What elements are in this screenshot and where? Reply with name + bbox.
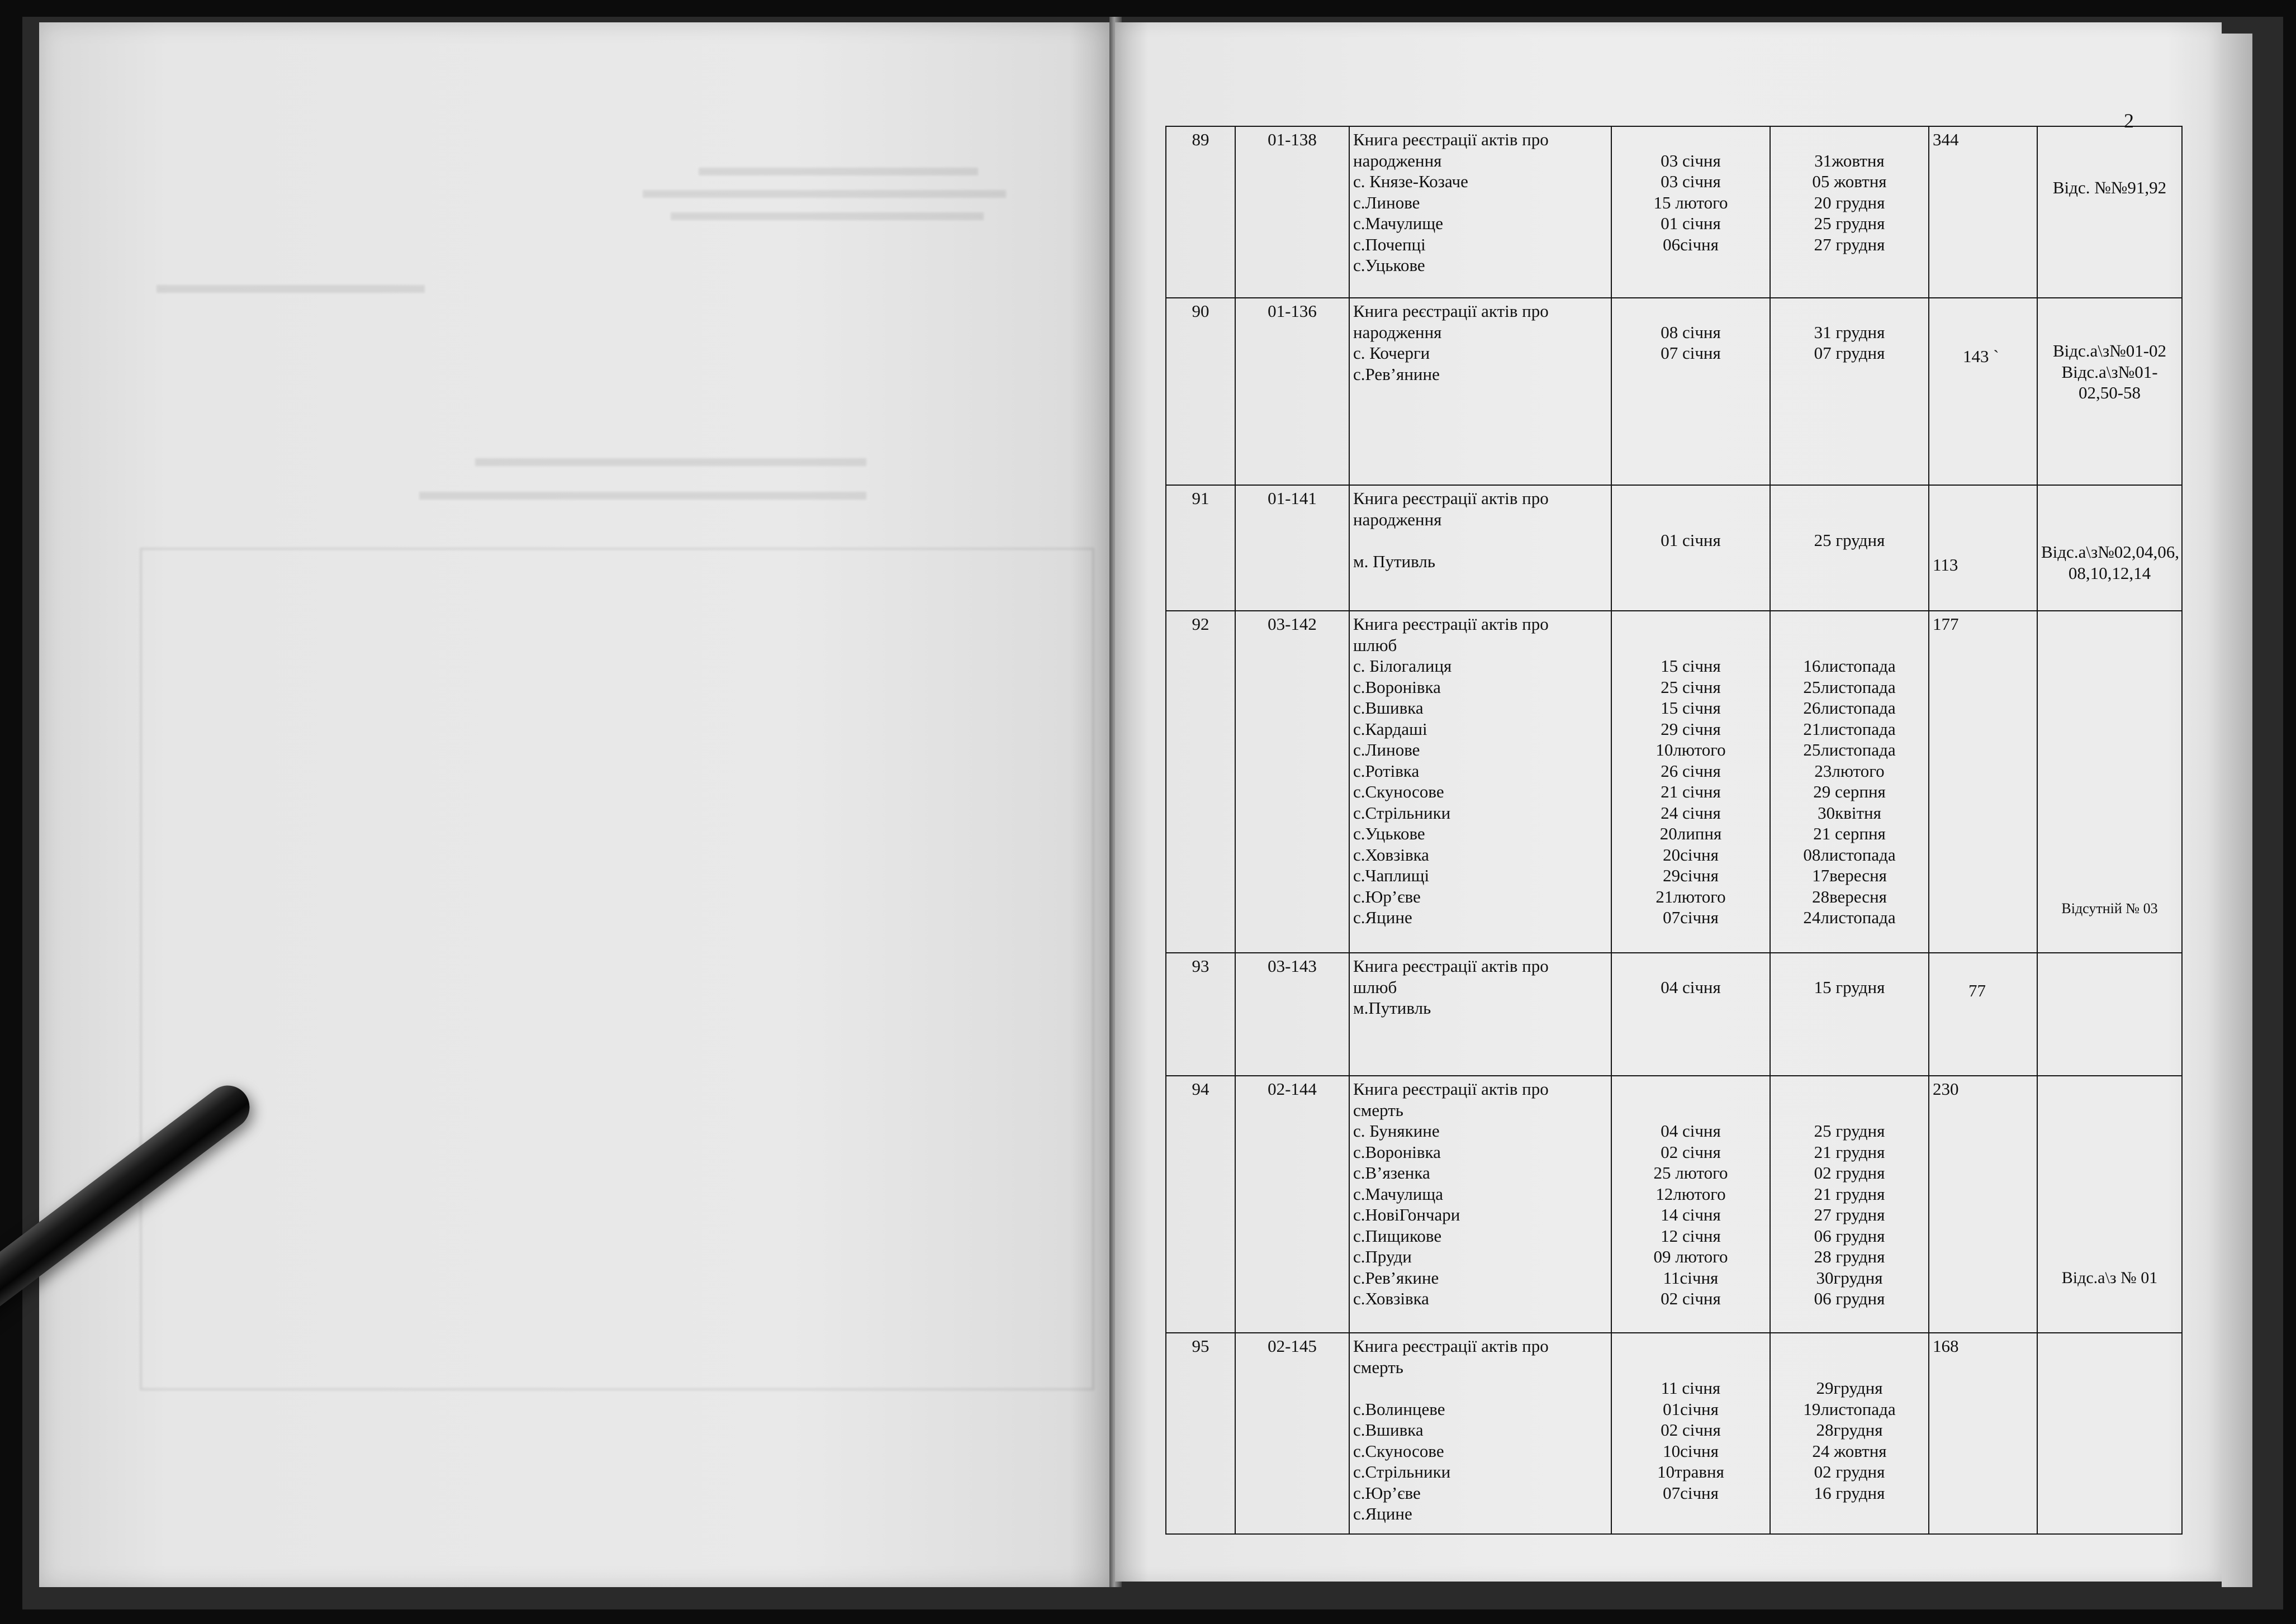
title-line: Книга реєстрації актів про bbox=[1353, 1079, 1549, 1099]
start-date: 29 січня bbox=[1661, 719, 1721, 739]
end-date: 06 грудня bbox=[1814, 1289, 1885, 1308]
place-name: с.Кардаші bbox=[1353, 719, 1427, 739]
fund-code: 01-136 bbox=[1235, 298, 1349, 485]
place-name: с. Білогалиця bbox=[1353, 656, 1452, 676]
place-name: с.Скуносове bbox=[1353, 782, 1444, 801]
place-name: м. Путивль bbox=[1353, 551, 1435, 571]
end-date: 15 грудня bbox=[1814, 977, 1885, 997]
start-dates bbox=[1611, 1076, 1770, 1333]
start-date: 03 січня bbox=[1661, 150, 1721, 170]
row-number: 94 bbox=[1166, 1076, 1235, 1333]
start-date: 15 січня bbox=[1661, 656, 1721, 676]
title-line: шлюб bbox=[1353, 977, 1397, 997]
start-date: 10травня bbox=[1657, 1462, 1724, 1481]
start-date: 02 січня bbox=[1661, 1289, 1721, 1308]
start-date: 07 січня bbox=[1661, 343, 1721, 363]
start-date: 29січня bbox=[1663, 866, 1719, 885]
start-date: 12лютого bbox=[1655, 1184, 1726, 1204]
place-name: с.НовіГончари bbox=[1353, 1205, 1460, 1224]
end-date: 16 грудня bbox=[1814, 1483, 1885, 1503]
table-row bbox=[1166, 1333, 2182, 1534]
start-date: 26 січня bbox=[1661, 761, 1721, 781]
start-dates bbox=[1611, 126, 1770, 298]
end-date: 30квітня bbox=[1818, 802, 1881, 823]
end-date: 05 жовтня bbox=[1812, 172, 1887, 191]
start-date: 06січня bbox=[1663, 234, 1719, 254]
start-date: 21лютого bbox=[1655, 886, 1726, 906]
place-name: с. Кочерги bbox=[1353, 343, 1430, 363]
place-name: с.Юр’єве bbox=[1353, 886, 1421, 906]
page-count: 344 bbox=[1929, 126, 2037, 298]
start-date: 15 лютого bbox=[1653, 192, 1728, 212]
book-title bbox=[1349, 1076, 1611, 1333]
bleed-through bbox=[140, 156, 1090, 1442]
end-date: 31 грудня bbox=[1814, 322, 1885, 342]
place-name: с.Волинцеве bbox=[1353, 1399, 1445, 1419]
left-page bbox=[39, 22, 1112, 1587]
note: Відс.а\з№01-02 Відс.а\з№01-02,50-58 bbox=[2037, 298, 2182, 485]
place-name: с. Князе-Козаче bbox=[1353, 172, 1468, 191]
page-count: 177 bbox=[1929, 611, 2037, 953]
end-date: 06 грудня bbox=[1814, 1226, 1885, 1246]
row-number: 93 bbox=[1166, 953, 1235, 1076]
place-name: с.Мачулище bbox=[1353, 213, 1444, 233]
place-name: с.Ховзівка bbox=[1353, 1289, 1429, 1308]
fund-code: 01-141 bbox=[1235, 485, 1349, 611]
title-line: шлюб bbox=[1353, 635, 1397, 655]
table-row bbox=[1166, 298, 2182, 485]
start-dates bbox=[1611, 485, 1770, 611]
end-date: 07 грудня bbox=[1814, 343, 1885, 363]
book-title bbox=[1349, 611, 1611, 953]
title-line: Книга реєстрації актів про bbox=[1353, 130, 1549, 149]
start-date: 04 січня bbox=[1661, 1121, 1721, 1141]
end-date: 19листопада bbox=[1803, 1399, 1896, 1419]
title-line: Книга реєстрації актів про bbox=[1353, 488, 1549, 508]
start-date: 07січня bbox=[1663, 1483, 1719, 1503]
title-line: смерть bbox=[1353, 1357, 1403, 1377]
start-date: 20липня bbox=[1659, 824, 1722, 843]
end-date: 27 грудня bbox=[1814, 234, 1885, 254]
table-row bbox=[1166, 1076, 2182, 1333]
place-name: с.Рев’янине bbox=[1353, 364, 1440, 384]
place-name: с.Ховзівка bbox=[1353, 844, 1429, 865]
table-row bbox=[1166, 485, 2182, 611]
end-dates bbox=[1770, 485, 1929, 611]
place-name: с.В’язенка bbox=[1353, 1163, 1430, 1183]
row-number: 90 bbox=[1166, 298, 1235, 485]
place-name: с.Воронівка bbox=[1353, 677, 1441, 697]
start-date: 01 січня bbox=[1661, 530, 1721, 550]
place-name: с.Рев’якине bbox=[1353, 1267, 1439, 1288]
place-name: с.Вшивка bbox=[1353, 1420, 1424, 1440]
end-date: 30грудня bbox=[1816, 1267, 1883, 1288]
book-title bbox=[1349, 953, 1611, 1076]
book-title bbox=[1349, 126, 1611, 298]
title-line: Книга реєстрації актів про bbox=[1353, 614, 1549, 634]
page-count: 143 ` bbox=[1929, 298, 2037, 485]
title-line: смерть bbox=[1353, 1100, 1403, 1120]
start-date: 02 січня bbox=[1661, 1142, 1721, 1162]
start-date: 07січня bbox=[1663, 908, 1719, 927]
cover-edge bbox=[2222, 34, 2252, 1587]
end-date: 29грудня bbox=[1816, 1378, 1883, 1398]
end-date: 21листопада bbox=[1803, 719, 1896, 739]
title-line: Книга реєстрації актів про bbox=[1353, 301, 1549, 321]
end-dates bbox=[1770, 298, 1929, 485]
title-line: народження bbox=[1353, 509, 1442, 529]
place-name: с.Яцине bbox=[1353, 908, 1412, 927]
start-date: 11січня bbox=[1663, 1267, 1719, 1288]
title-line: Книга реєстрації актів про bbox=[1353, 1336, 1549, 1356]
start-date: 14 січня bbox=[1661, 1205, 1721, 1224]
place-name: с.Линове bbox=[1353, 740, 1420, 759]
fund-code: 01-138 bbox=[1235, 126, 1349, 298]
place-name: с. Бунякине bbox=[1353, 1121, 1440, 1141]
end-date: 27 грудня bbox=[1814, 1205, 1885, 1224]
start-date: 24 січня bbox=[1661, 802, 1721, 823]
end-date: 28грудня bbox=[1816, 1420, 1883, 1440]
start-dates bbox=[1611, 953, 1770, 1076]
end-date: 25 грудня bbox=[1814, 213, 1885, 233]
place-name: с.Пищикове bbox=[1353, 1226, 1442, 1246]
register-table bbox=[1165, 126, 2183, 1535]
start-date: 25 лютого bbox=[1653, 1163, 1728, 1183]
end-date: 28 грудня bbox=[1814, 1247, 1885, 1266]
table-row bbox=[1166, 611, 2182, 953]
place-name: с.Вшивка bbox=[1353, 698, 1424, 718]
end-date: 21 серпня bbox=[1813, 824, 1886, 843]
end-date: 08листопада bbox=[1803, 844, 1896, 865]
place-name: с.Яцине bbox=[1353, 1504, 1412, 1523]
start-dates bbox=[1611, 298, 1770, 485]
end-date: 29 серпня bbox=[1813, 782, 1886, 801]
place-name: с.Стрільники bbox=[1353, 1462, 1451, 1481]
page-count: 168 bbox=[1929, 1333, 2037, 1534]
table-row bbox=[1166, 953, 2182, 1076]
end-date: 17вересня bbox=[1812, 866, 1887, 885]
place-name: с.Уцькове bbox=[1353, 255, 1425, 275]
book-title bbox=[1349, 485, 1611, 611]
place-name: м.Путивль bbox=[1353, 998, 1431, 1018]
note: Відс. №№91,92 bbox=[2037, 126, 2182, 298]
fund-code: 02-144 bbox=[1235, 1076, 1349, 1333]
place-name: с.Стрільники bbox=[1353, 802, 1451, 823]
end-dates bbox=[1770, 126, 1929, 298]
row-number: 91 bbox=[1166, 485, 1235, 611]
end-date: 02 грудня bbox=[1814, 1163, 1885, 1183]
end-date: 25листопада bbox=[1803, 740, 1896, 759]
place-name: с.Мачулища bbox=[1353, 1184, 1444, 1204]
place-name: с.Пруди bbox=[1353, 1247, 1412, 1266]
place-name: с.Чаплищі bbox=[1353, 866, 1430, 885]
end-date: 25листопада bbox=[1803, 677, 1896, 697]
start-date: 10січня bbox=[1663, 1441, 1719, 1461]
fund-code: 03-143 bbox=[1235, 953, 1349, 1076]
end-date: 24 жовтня bbox=[1812, 1441, 1887, 1461]
place-name: с.Ротівка bbox=[1353, 761, 1420, 781]
start-date: 25 січня bbox=[1661, 677, 1721, 697]
end-date: 28вересня bbox=[1812, 886, 1887, 906]
place-name: с.Уцькове bbox=[1353, 824, 1425, 843]
title-line: Книга реєстрації актів про bbox=[1353, 956, 1549, 976]
note: Відсутній № 03 bbox=[2037, 611, 2182, 953]
row-number: 89 bbox=[1166, 126, 1235, 298]
start-date: 09 лютого bbox=[1653, 1247, 1728, 1266]
place-name: с.Воронівка bbox=[1353, 1142, 1441, 1162]
row-number: 95 bbox=[1166, 1333, 1235, 1534]
fund-code: 03-142 bbox=[1235, 611, 1349, 953]
place-name: с.Линове bbox=[1353, 192, 1420, 212]
page-count: 77 bbox=[1929, 953, 2037, 1076]
fund-code: 02-145 bbox=[1235, 1333, 1349, 1534]
start-date: 11 січня bbox=[1661, 1378, 1721, 1398]
note bbox=[2037, 953, 2182, 1076]
place-name: с.Почепці bbox=[1353, 234, 1426, 254]
end-dates bbox=[1770, 953, 1929, 1076]
row-number: 92 bbox=[1166, 611, 1235, 953]
start-date: 04 січня bbox=[1661, 977, 1721, 997]
end-date: 16листопада bbox=[1803, 656, 1896, 676]
start-date: 20січня bbox=[1663, 844, 1719, 865]
end-dates bbox=[1770, 611, 1929, 953]
start-date: 03 січня bbox=[1661, 172, 1721, 191]
end-date: 26листопада bbox=[1803, 698, 1896, 718]
start-date: 15 січня bbox=[1661, 698, 1721, 718]
end-date: 25 грудня bbox=[1814, 530, 1885, 550]
end-date: 24листопада bbox=[1803, 908, 1896, 927]
start-date: 12 січня bbox=[1661, 1226, 1721, 1246]
end-date: 20 грудня bbox=[1814, 192, 1885, 212]
end-date: 02 грудня bbox=[1814, 1462, 1885, 1481]
end-dates bbox=[1770, 1333, 1929, 1534]
page-count: 230 bbox=[1929, 1076, 2037, 1333]
end-date: 21 грудня bbox=[1814, 1184, 1885, 1204]
note: Відс.а\з№02,04,06, 08,10,12,14 bbox=[2037, 485, 2182, 611]
end-date: 31жовтня bbox=[1814, 150, 1885, 170]
end-date: 23лютого bbox=[1814, 761, 1885, 781]
start-date: 01 січня bbox=[1661, 213, 1721, 233]
place-name: с.Скуносове bbox=[1353, 1441, 1444, 1461]
title-line: народження bbox=[1353, 150, 1442, 170]
end-date: 25 грудня bbox=[1814, 1121, 1885, 1141]
start-date: 10лютого bbox=[1655, 740, 1726, 759]
book-title bbox=[1349, 298, 1611, 485]
start-dates bbox=[1611, 1333, 1770, 1534]
start-date: 01січня bbox=[1663, 1399, 1719, 1419]
start-dates bbox=[1611, 611, 1770, 953]
title-line: народження bbox=[1353, 322, 1442, 342]
start-date: 02 січня bbox=[1661, 1420, 1721, 1440]
end-date: 21 грудня bbox=[1814, 1142, 1885, 1162]
page-count: 113 bbox=[1929, 485, 2037, 611]
table-row bbox=[1166, 126, 2182, 298]
start-date: 08 січня bbox=[1661, 322, 1721, 342]
book-title bbox=[1349, 1333, 1611, 1534]
place-name: с.Юр’єве bbox=[1353, 1483, 1421, 1503]
page-number: 2 bbox=[2124, 110, 2134, 132]
start-date: 21 січня bbox=[1661, 782, 1721, 801]
end-dates bbox=[1770, 1076, 1929, 1333]
note: Відс.а\з № 01 bbox=[2037, 1076, 2182, 1333]
note bbox=[2037, 1333, 2182, 1534]
